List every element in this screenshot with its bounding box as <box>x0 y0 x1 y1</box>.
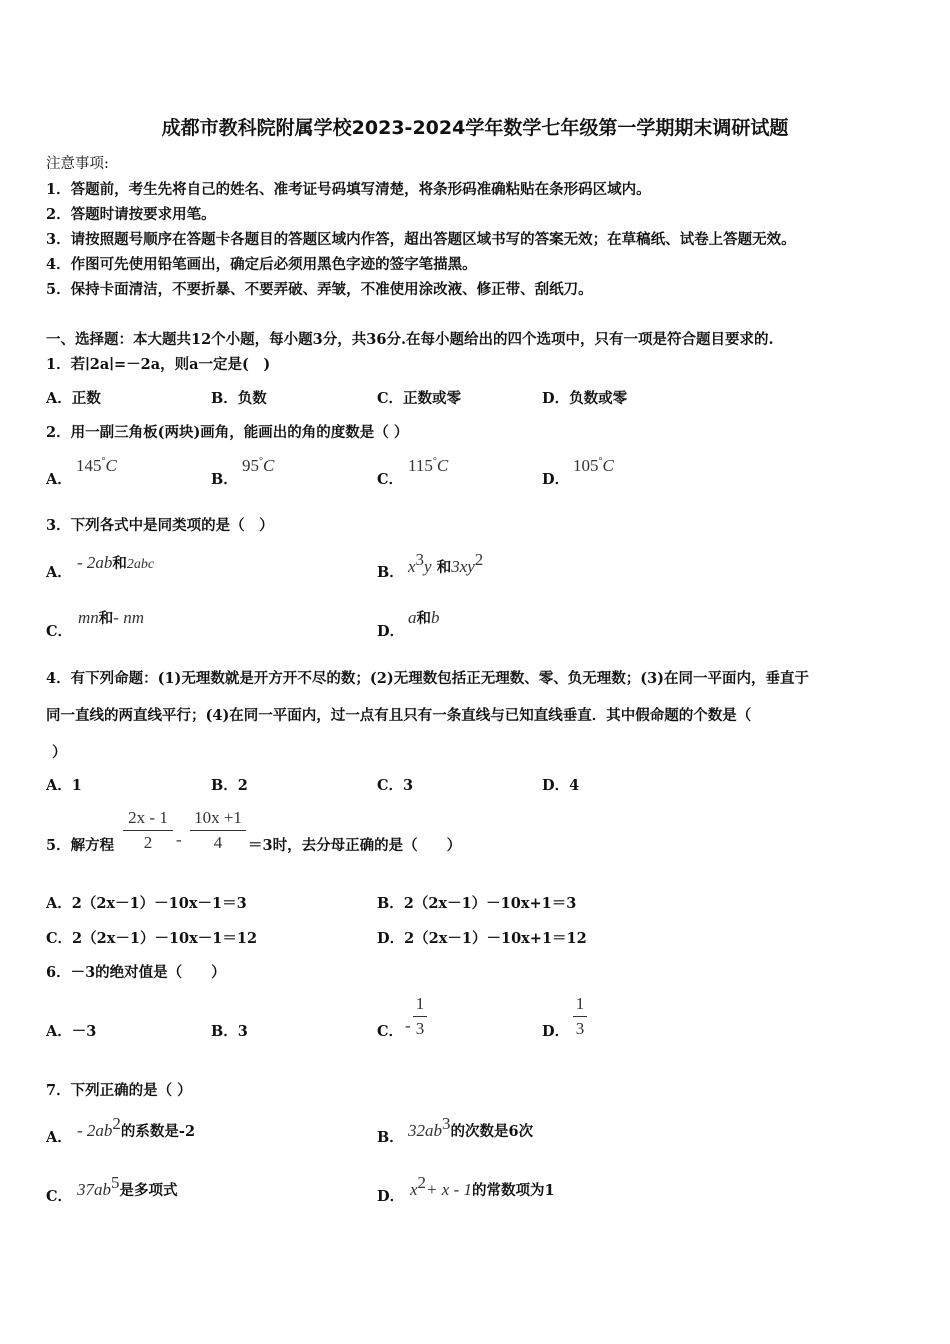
q5-option-c: C．2（2x－1）－10x－1＝12 <box>46 930 258 947</box>
q7-option-c: $37ab^5$是多项式 <box>77 1173 178 1199</box>
q1-option-b: B．负数 <box>211 390 267 407</box>
q7-label-b: B． <box>377 1129 404 1146</box>
q7-label-d: D． <box>377 1188 405 1205</box>
q5-option-d: D．2（2x－1）－10x+1＝12 <box>377 930 587 947</box>
q4-option-a: A．1 <box>46 777 82 794</box>
q3-option-d: a和b <box>408 608 440 627</box>
q5-prefix: 5．解方程 <box>46 837 115 854</box>
q7-option-d: $x^2+ x - 1$的常数项为1 <box>410 1173 555 1199</box>
note-item-5: 5．保持卡面清洁，不要折暴、不要弄破、弄皱，不准使用涂改液、修正带、刮纸刀。 <box>46 281 593 298</box>
q7-option-b: $32ab^3$的次数是6次 <box>408 1114 534 1140</box>
q4-stem-line3: ） <box>52 744 67 761</box>
q5-option-a: A．2（2x－1）－10x－1＝3 <box>46 895 247 912</box>
q2-value-c: 115°C <box>408 456 449 475</box>
q7-option-a: - $2ab^2$的系数是-2 <box>77 1114 196 1140</box>
q4-option-d: D．4 <box>542 777 580 794</box>
q3-option-c: mn和- nm <box>78 608 144 627</box>
q5-fraction-1: 2x - 1 2 <box>123 808 173 853</box>
q1-stem: 1．若∣2a∣=－2a，则a一定是( ) <box>46 356 271 373</box>
q4-option-c: C．3 <box>377 777 414 794</box>
q6-option-b: B．3 <box>211 1023 248 1040</box>
q6-stem: 6．－3的绝对值是（ ） <box>46 964 226 981</box>
q2-value-d: 105°C <box>573 456 614 475</box>
q2-label-b: B． <box>211 471 238 488</box>
q6-option-c-sign: - <box>405 1016 411 1035</box>
note-item-4: 4．作图可先使用铅笔画出，确定后必须用黑色字迹的签字笔描黑。 <box>46 256 477 273</box>
q2-label-d: D． <box>542 471 570 488</box>
q2-stem: 2．用一副三角板(两块)画角，能画出的角的度数是（ ） <box>46 424 409 441</box>
q6-option-c-label: C． <box>377 1023 404 1040</box>
q7-label-c: C． <box>46 1188 73 1205</box>
q1-option-d: D．负数或零 <box>542 390 628 407</box>
q3-option-a: - 2ab和2abc <box>77 553 155 572</box>
q6-option-d-fraction: 1 3 <box>573 994 587 1039</box>
q6-option-d-label: D． <box>542 1023 570 1040</box>
q2-label-c: C． <box>377 471 404 488</box>
q7-stem: 7．下列正确的是（ ） <box>46 1082 192 1099</box>
q5-minus: - <box>176 830 182 849</box>
q5-fraction-2: 10x +1 4 <box>190 808 246 853</box>
q3-label-d: D． <box>377 623 405 640</box>
q2-value-b: 95°C <box>242 456 275 475</box>
q4-stem-line2: 同一直线的两直线平行；(4)在同一平面内，过一点有且只有一条直线与已知直线垂直．其中假命题的个数是（ <box>46 707 752 724</box>
q3-label-a: A． <box>46 564 72 581</box>
q5-option-b: B．2（2x－1）－10x+1＝3 <box>377 895 577 912</box>
section-heading: 一、选择题：本大题共12个小题，每小题3分，共36分.在每小题给出的四个选项中，只有一项是符合题目要求的. <box>46 331 774 348</box>
q1-option-c: C．正数或零 <box>377 390 462 407</box>
page-title: 成都市教科院附属学校2023-2024学年数学七年级第一学期期末调研试题 <box>161 117 789 139</box>
note-item-3: 3．请按照题号顺序在答题卡各题目的答题区域内作答，超出答题区域书写的答案无效；在草稿纸、试卷上答题无效。 <box>46 231 796 248</box>
q5-suffix: ＝3时，去分母正确的是（ ） <box>248 837 462 854</box>
note-item-1: 1．答题前，考生先将自己的姓名、准考证号码填写清楚，将条形码准确粘贴在条形码区域内。 <box>46 181 651 198</box>
q4-option-b: B．2 <box>211 777 248 794</box>
q2-value-a: 145°C <box>76 456 117 475</box>
q3-stem: 3．下列各式中是同类项的是（ ） <box>46 517 274 534</box>
notes-heading: 注意事项: <box>46 156 109 172</box>
q2-label-a: A． <box>46 471 72 488</box>
q6-option-a: A．－3 <box>46 1023 97 1040</box>
q6-option-c-fraction: 1 3 <box>413 994 427 1039</box>
q1-option-a: A．正数 <box>46 390 101 407</box>
q3-option-b: $x^3y$ 和$3xy^2$ <box>408 550 484 576</box>
q7-label-a: A． <box>46 1129 72 1146</box>
q3-label-c: C． <box>46 623 73 640</box>
q4-stem-line1: 4．有下列命题：(1)无理数就是开方开不尽的数；(2)无理数包括正无理数、零、负无理数；(3)在同一平面内，垂直于 <box>46 670 810 687</box>
q3-label-b: B． <box>377 564 404 581</box>
note-item-2: 2．答题时请按要求用笔。 <box>46 206 216 223</box>
